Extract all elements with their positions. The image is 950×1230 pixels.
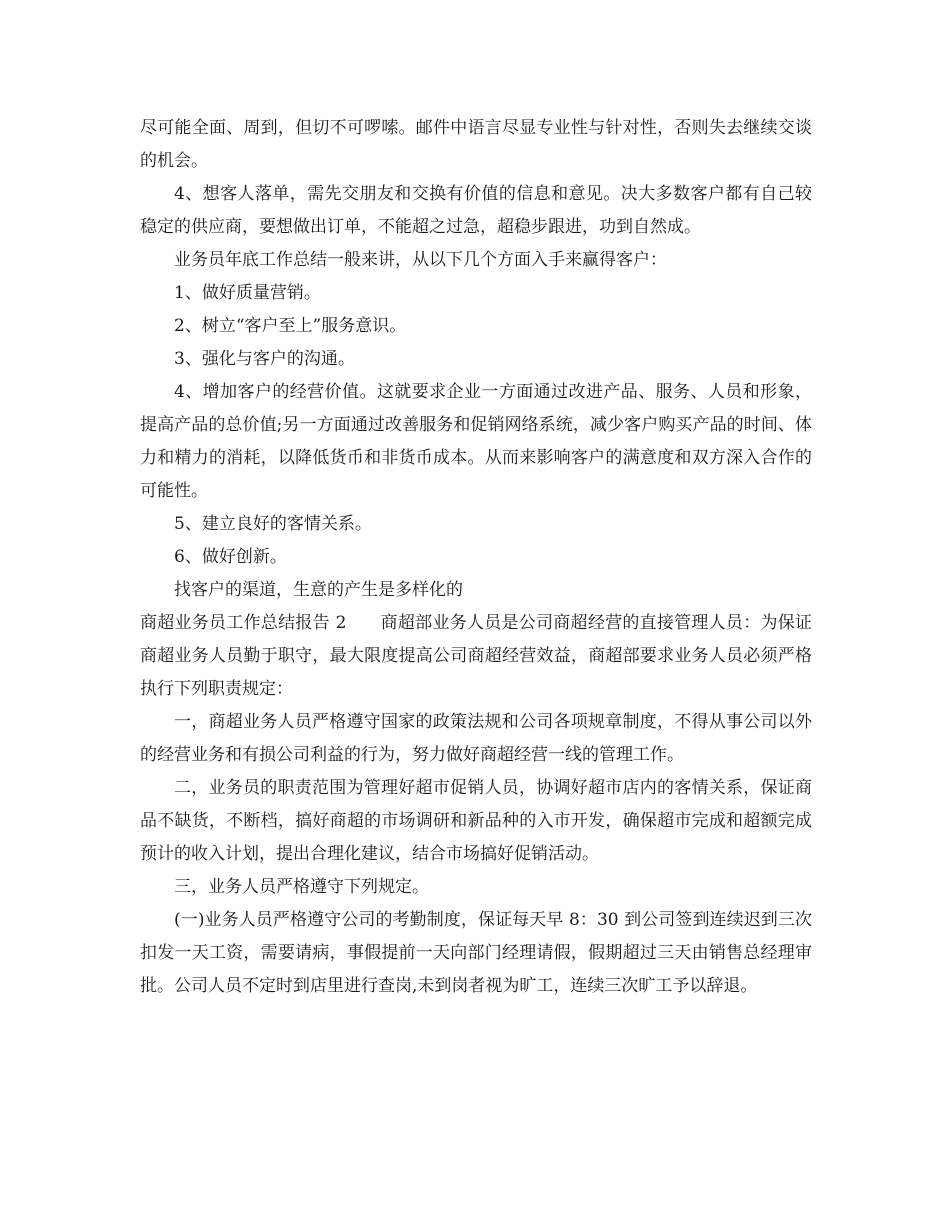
- list-item-innovation: 6、做好创新。: [174, 547, 287, 567]
- paragraph-channels: 找客户的渠道，生意的产生是多样化的: [174, 580, 463, 600]
- rule-paragraph-1: 一，商超业务人员严格遵守国家的政策法规和公司各项规章制度，不得从事公司以外的经营业务和有损公司利益的行为，努力做好商超经营一线的管理工作。: [140, 712, 812, 765]
- report-section: [140, 607, 812, 706]
- rule-paragraph-attendance: (一)业务人员严格遵守公司的考勤制度，保证每天早 8：30 到公司签到连续迟到三次扣发一天工资，需要请病，事假提前一天向部门经理请假，假期超过三天由销售总经理审批。公司人员不定时到店里进行查岗,未到岗者视为旷工，连续三次旷工予以辞退。: [140, 910, 812, 996]
- paragraph-summary-intro: 业务员年底工作总结一般来讲，从以下几个方面入手来赢得客户：: [174, 250, 667, 270]
- document-body: [140, 112, 812, 1003]
- list-item-quality-marketing: 1、做好质量营销。: [174, 283, 321, 303]
- list-item-customer-first: 2、树立“客户至上”服务意识。: [174, 316, 407, 336]
- list-item-relationship: 5、建立良好的客情关系。: [174, 514, 372, 534]
- list-item-communication: 3、强化与客户的沟通。: [174, 349, 355, 369]
- paragraph-continuation: 尽可能全面、周到，但切不可啰嗦。邮件中语言尽显专业性与针对性，否则失去继续交谈的机会。: [140, 118, 812, 171]
- list-item-customer-value: 4、增加客户的经营价值。这就要求企业一方面通过改进产品、服务、人员和形象，提高产品的总价值;另一方面通过改善服务和促销网络系统，减少客户购买产品的时间、体力和精力的消耗，以降低货币和非货币成本。从而来影响客户的满意度和双方深入合作的可能性。: [140, 382, 812, 501]
- report-intro: 商超部业务人员是公司商超经营的直接管理人员：为保证商超业务人员勤于职守，最大限度提高公司商超经营效益，商超部要求业务人员必须严格执行下列职责规定：: [140, 613, 812, 699]
- rule-paragraph-3: 三，业务人员严格遵守下列规定。: [174, 877, 429, 897]
- rule-paragraph-2: 二，业务员的职责范围为管理好超市促销人员，协调好超市店内的客情关系，保证商品不缺货，不断档，搞好商超的市场调研和新品种的入市开发，确保超市完成和超额完成预计的收入计划，提出合理化建议，结合市场搞好促销活动。: [140, 778, 812, 864]
- report-heading: 商超业务员工作总结报告 2: [140, 613, 347, 633]
- paragraph-tip-4: 4、想客人落单，需先交朋友和交换有价值的信息和意见。决大多数客户都有自己较稳定的供应商，要想做出订单，不能超之过急，超稳步跟进，功到自然成。: [140, 184, 812, 237]
